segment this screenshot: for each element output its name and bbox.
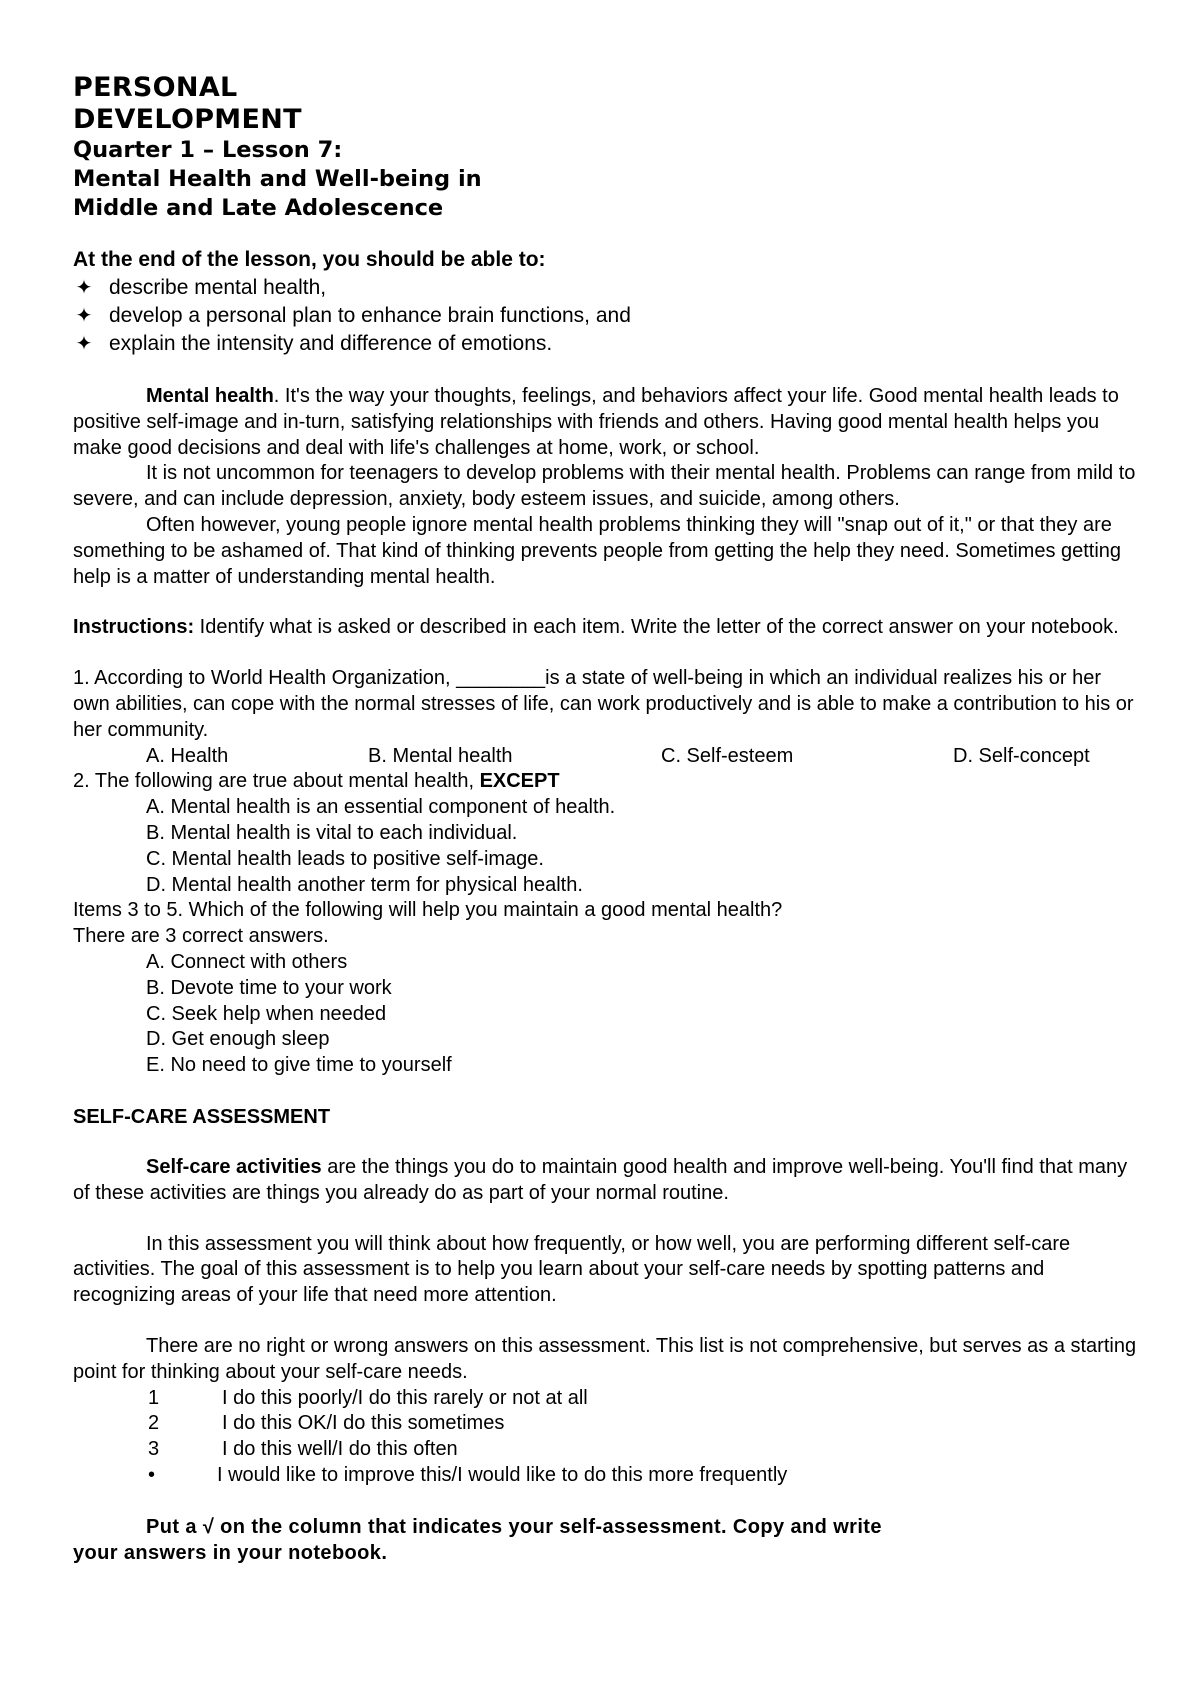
selfcare-paragraph-3: There are no right or wrong answers on this assessment. This list is not comprehensive, but serves as a starting point for thinking about your self-care needs. (73, 1334, 1137, 1383)
four-point-star-icon: ✦ (75, 333, 93, 355)
topic-line1: Mental Health and Well-being in (73, 166, 482, 192)
objective-item (73, 330, 1143, 358)
scale-item (73, 1463, 1143, 1489)
intro-p1-text: . It's the way your thoughts, feelings, and behaviors affect your life. Good mental health leads to positive self-image and in-turn, satisfying relationships with friends and others. Having good mental health helps you make good decisions and deal with life's challenges at home, work, or school. (73, 385, 1119, 459)
objectives-list (73, 274, 1143, 358)
mental-health-term: Mental health (146, 385, 274, 407)
selfcare-paragraph-2: In this assessment you will think about how frequently, or how well, you are performing different self-care activities. The goal of this assessment is to help you learn about your self-care needs by spotting patterns and recognizing areas of your life that need more attention. (73, 1232, 1071, 1307)
q3-option-a: A. Connect with others (146, 950, 348, 973)
document-page (73, 72, 1143, 1566)
selfcare-term: Self-care activities (146, 1155, 322, 1178)
q2-option-c: C. Mental health leads to positive self-image. (146, 847, 544, 870)
objectives-heading: At the end of the lesson, you should be able to: (73, 248, 546, 271)
objective-item (73, 274, 1143, 302)
selfcare-p1-text: are the things you do to maintain good health and improve well-being. You'll find that many of these activities are things you already do as part of your normal routine. (73, 1155, 1128, 1204)
objective-item (73, 302, 1143, 330)
q3-option-d: D. Get enough sleep (146, 1028, 330, 1051)
objective-text: explain the intensity and difference of emotions. (109, 332, 553, 355)
lesson-label: Quarter 1 – Lesson 7: (73, 137, 343, 163)
scale-key: • (148, 1463, 156, 1486)
instructions (73, 615, 1143, 641)
instructions-text: Identify what is asked or described in each item. Write the letter of the correct answer on your notebook. (194, 616, 1119, 639)
selfcare-instruction-line1: Put a √ on the column that indicates your self-assessment. Copy and write (146, 1515, 882, 1538)
scale-item (73, 1437, 1143, 1463)
q3-option-c: C. Seek help when needed (146, 1002, 387, 1025)
scale-item (73, 1386, 1143, 1412)
four-point-star-icon: ✦ (75, 305, 93, 327)
scale-key: 3 (148, 1438, 160, 1461)
intro-paragraph-2: It is not uncommon for teenagers to develop problems with their mental health. Problems can range from mild to severe, and can include depression, anxiety, body esteem issues, and suicide, among others. (73, 462, 1136, 511)
intro-paragraph-1 (73, 384, 1143, 461)
scale-label: I do this poorly/I do this rarely or not at all (222, 1386, 588, 1409)
q2-option-d: D. Mental health another term for physical health. (146, 873, 583, 896)
doc-title-line1: PERSONAL (73, 72, 238, 103)
scale-label: I do this OK/I do this sometimes (222, 1412, 505, 1435)
q3-option-e: E. No need to give time to yourself (146, 1054, 452, 1077)
scale-label: I would like to improve this/I would like to do this more frequently (217, 1463, 788, 1486)
objective-text: describe mental health, (109, 276, 327, 299)
question-2 (73, 769, 1143, 795)
question-1-options (73, 744, 1143, 770)
q2-text: 2. The following are true about mental health, (73, 770, 480, 793)
q2-emphasis: EXCEPT (479, 770, 560, 793)
question-3-line1: Items 3 to 5. Which of the following will help you maintain a good mental health? (73, 899, 783, 922)
scale-key: 2 (148, 1412, 160, 1435)
topic-line2: Middle and Late Adolescence (73, 195, 444, 221)
q1-option-d: D. Self-concept (953, 744, 1090, 767)
scale-item (73, 1411, 1143, 1437)
objective-text: develop a personal plan to enhance brain functions, and (109, 304, 631, 327)
q2-option-a: A. Mental health is an essential component of health. (146, 796, 616, 819)
q3-option-b: B. Devote time to your work (146, 976, 392, 999)
q2-option-b: B. Mental health is vital to each individual. (146, 821, 518, 844)
q1-option-b: B. Mental health (368, 744, 513, 767)
selfcare-paragraph-1 (73, 1155, 1143, 1207)
question-1: 1. According to World Health Organization, ________is a state of well-being in which an individual realizes his or her own abilities, can cope with the normal stresses of life, can work productively and is able to make a contribution to his or her community. (73, 667, 1134, 741)
scale-label: I do this well/I do this often (222, 1438, 458, 1461)
scale-key: 1 (148, 1386, 160, 1409)
four-point-star-icon: ✦ (75, 277, 93, 299)
instructions-label: Instructions: (73, 616, 195, 639)
intro-paragraph-3: Often however, young people ignore mental health problems thinking they will "snap out of it," or that they are something to be ashamed of. That kind of thinking prevents people from getting the help they need. Sometimes getting help is a matter of understanding mental health. (73, 513, 1122, 588)
q1-option-c: C. Self-esteem (661, 744, 794, 767)
selfcare-instruction-line2: your answers in your notebook. (73, 1541, 388, 1564)
selfcare-heading: SELF-CARE ASSESSMENT (73, 1105, 331, 1128)
objectives-section (73, 245, 1143, 358)
question-3-line2: There are 3 correct answers. (73, 925, 329, 948)
doc-title-line2: DEVELOPMENT (73, 104, 302, 135)
q1-option-a: A. Health (146, 744, 229, 767)
